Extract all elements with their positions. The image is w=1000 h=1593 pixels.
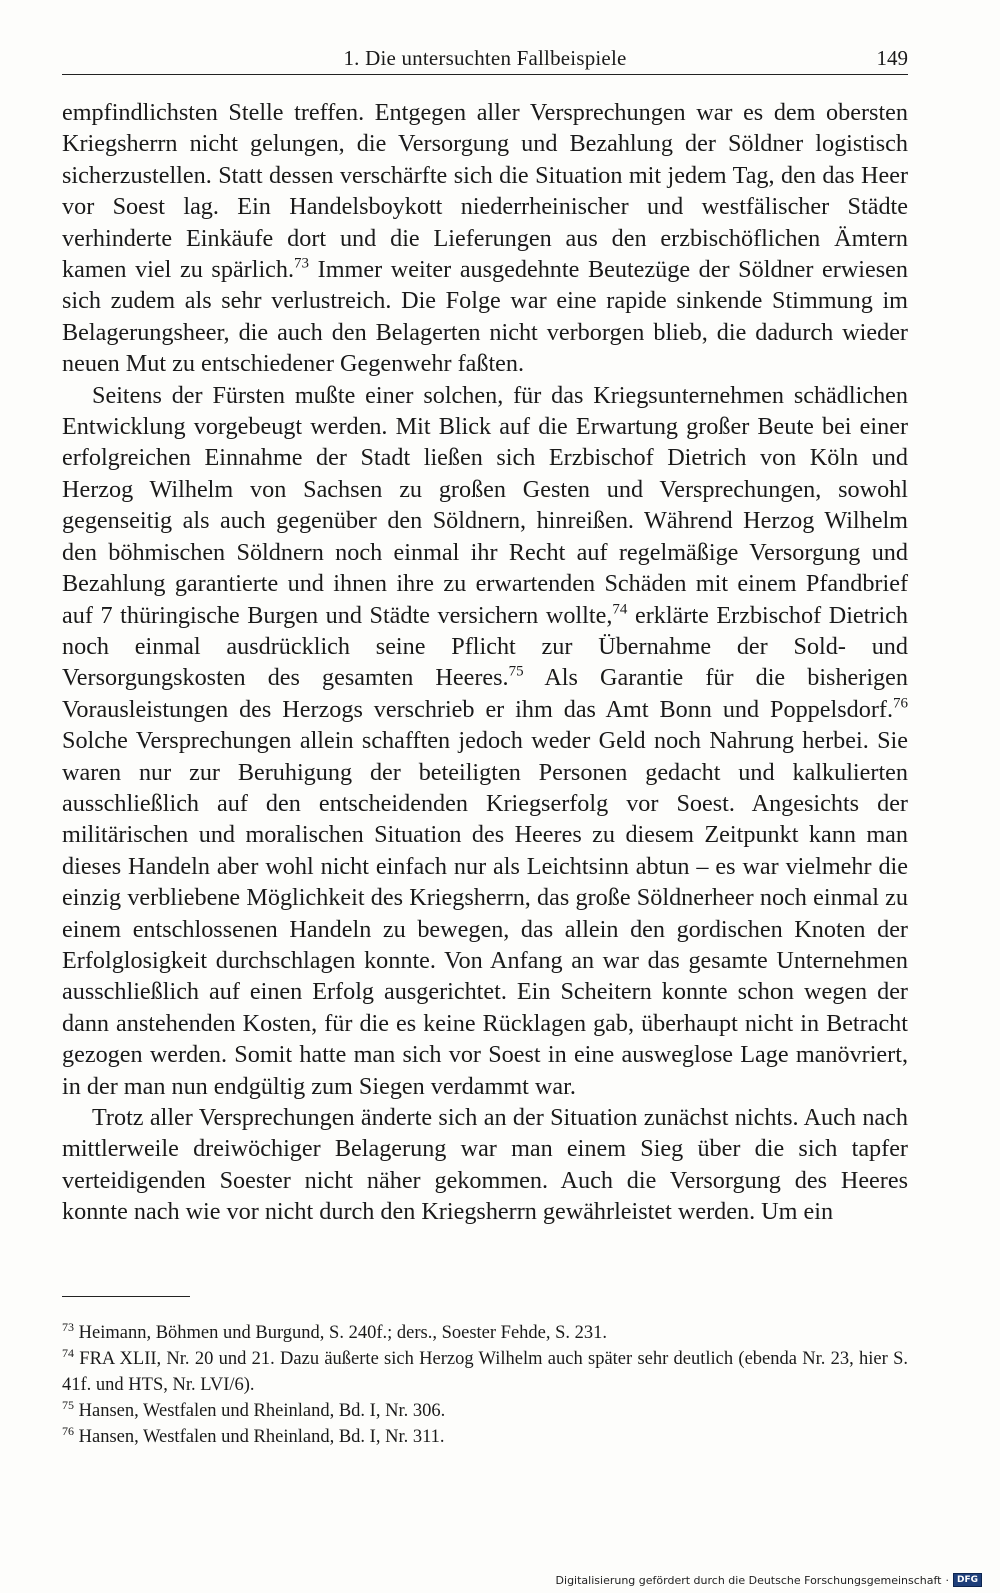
- paragraph-2-text: Seitens der Fürsten mußte einer solchen, für das Kriegsunternehmen schädlichen Entwicklung vorgebeugt werden. Mit Blick auf die Erwartung großer Beute bei einer erfolgreichen Einnahme der Stadt ließen sich Erzbischof Dietrich von Köln und Herzog Wilhelm von Sachsen zu großen Gesten und Versprechungen, sowohl gegenseitig als auch gegenüber den Söldnern, hinreißen. Während Herzog Wilhelm den böhmischen Söldnern noch einmal ihr Recht auf regelmäßige Versorgung und Bezahlung garantierte und ihnen ihre zu erwartenden Schäden mit einem Pfandbrief auf 7 thüringische Burgen und Städte versichern wollte,: [62, 381, 908, 629]
- credit-text: Digitalisierung gefördert durch die Deutsche Forschungsgemeinschaft: [555, 1573, 942, 1587]
- footnote-number: 73: [62, 1319, 75, 1334]
- dfg-logo: DFG: [953, 1573, 982, 1587]
- paragraph-2-text-d: Solche Versprechungen allein schafften jedoch weder Geld noch Nahrung herbei. Sie waren nur zur Beruhigung der beteiligten Personen gedacht und kalkulierten ausschließlich auf den entscheidenden Kriegserfolg vor Soest. Angesichts der militärischen und moralischen Situation des Heeres zu diesem Zeitpunkt kann man dieses Handeln aber wohl nicht einfach nur als Leichtsinn abtun – es war vielmehr die einzig verbliebene Möglichkeit des Kriegsherrn, das große Söldnerheer noch einmal zu einem entschlossenen Handeln zu bewegen, das allein den gordischen Knoten der Erfolglosigkeit durchschlagen konnte. Von Anfang an war das gesamte Unternehmen ausschließlich auf einen Erfolg ausgerichtet. Ein Scheitern konnte schon wegen der dann anstehenden Kosten, für die es keine Rücklagen gab, überhaupt nicht in Betracht gezogen werden. Somit hatte man sich vor Soest in eine ausweglose Lage manövriert, in der man nun endgültig zum Siegen verdammt war.: [62, 727, 908, 1100]
- footnote-divider: [62, 1296, 190, 1297]
- footnote-ref-74[interactable]: 74: [612, 601, 628, 618]
- footnote-text: Hansen, Westfalen und Rheinland, Bd. I, Nr. 311.: [74, 1427, 445, 1447]
- paragraph-1-text: empfindlichsten Stelle treffen. Entgegen aller Versprechungen war es dem obersten Kriegsherrn nicht gelungen, die Versorgung und Bezahlung der Söldner logistisch sicherzustellen. Statt dessen verschärfte sich die Situation mit jedem Tag, den das Heer vor Soest lag. Ein Handelsboykott niederrheinischer und westfälischer Städte verhinderte Einkäufe dort und die Lieferungen aus den erzbischöflichen Ämtern kamen viel zu spärlich.: [62, 99, 908, 284]
- footnote-75: [62, 1398, 908, 1424]
- footnote-text: Hansen, Westfalen und Rheinland, Bd. I, Nr. 306.: [74, 1401, 446, 1421]
- digitization-credit: [556, 1573, 982, 1587]
- paragraph-1: [62, 97, 908, 380]
- footnote-number: 74: [62, 1345, 75, 1360]
- paragraph-2: [62, 380, 908, 1102]
- paragraph-1-text-cont: Immer weiter ausgedehnte Beutezüge der Söldner erwiesen sich zudem als sehr verlustreich. Die Folge war eine rapide sinkende Stimmung im Belagerungsheer, die auch den Belagerten nicht verborgen blieb, die dadurch wieder neuen Mut zu entschiedener Gegenwehr faßten.: [62, 256, 908, 378]
- footnote-number: 76: [62, 1423, 75, 1438]
- footnote-74: [62, 1346, 908, 1398]
- footnotes: [62, 1320, 908, 1450]
- main-text: [62, 97, 908, 1228]
- footnote-number: 75: [62, 1397, 75, 1412]
- footnote-76: [62, 1424, 908, 1450]
- paragraph-3: [62, 1102, 908, 1228]
- credit-separator: ·: [945, 1573, 949, 1587]
- footnote-text: Heimann, Böhmen und Burgund, S. 240f.; ders., Soester Fehde, S. 231.: [74, 1323, 608, 1343]
- page-number: 149: [876, 46, 908, 70]
- footnote-ref-76[interactable]: 76: [893, 695, 908, 712]
- paragraph-3-text: Trotz aller Versprechungen änderte sich an der Situation zunächst nichts. Auch nach mittlerweile dreiwöchiger Belagerung war man einem Sieg über die sich tapfer verteidigenden Soester nicht näher gekommen. Auch die Versorgung des Heeres konnte nach wie vor nicht durch den Kriegsherrn gewährleistet werden. Um ein: [62, 1104, 908, 1226]
- footnote-ref-75[interactable]: 75: [508, 664, 524, 681]
- running-title: 1. Die untersuchten Fallbeispiele: [343, 46, 627, 70]
- paragraph-2-text-c: Als Garantie für die bisherigen Vorausleistungen des Herzogs verschrieb er ihm das Amt Bonn und Poppelsdorf.: [62, 664, 908, 723]
- running-header: [62, 44, 908, 75]
- paragraph-2-text-b: erklärte Erzbischof Dietrich noch einmal ausdrücklich seine Pflicht zur Übernahme der Sold- und Versorgungskosten des gesamten Heeres.: [62, 601, 908, 692]
- footnote-text: FRA XLII, Nr. 20 und 21. Dazu äußerte sich Herzog Wilhelm auch später sehr deutlich (ebenda Nr. 23, hier S. 41f. und HTS, Nr. LVI/6).: [62, 1349, 908, 1395]
- footnote-73: [62, 1320, 908, 1346]
- footnote-ref-73[interactable]: 73: [294, 255, 310, 272]
